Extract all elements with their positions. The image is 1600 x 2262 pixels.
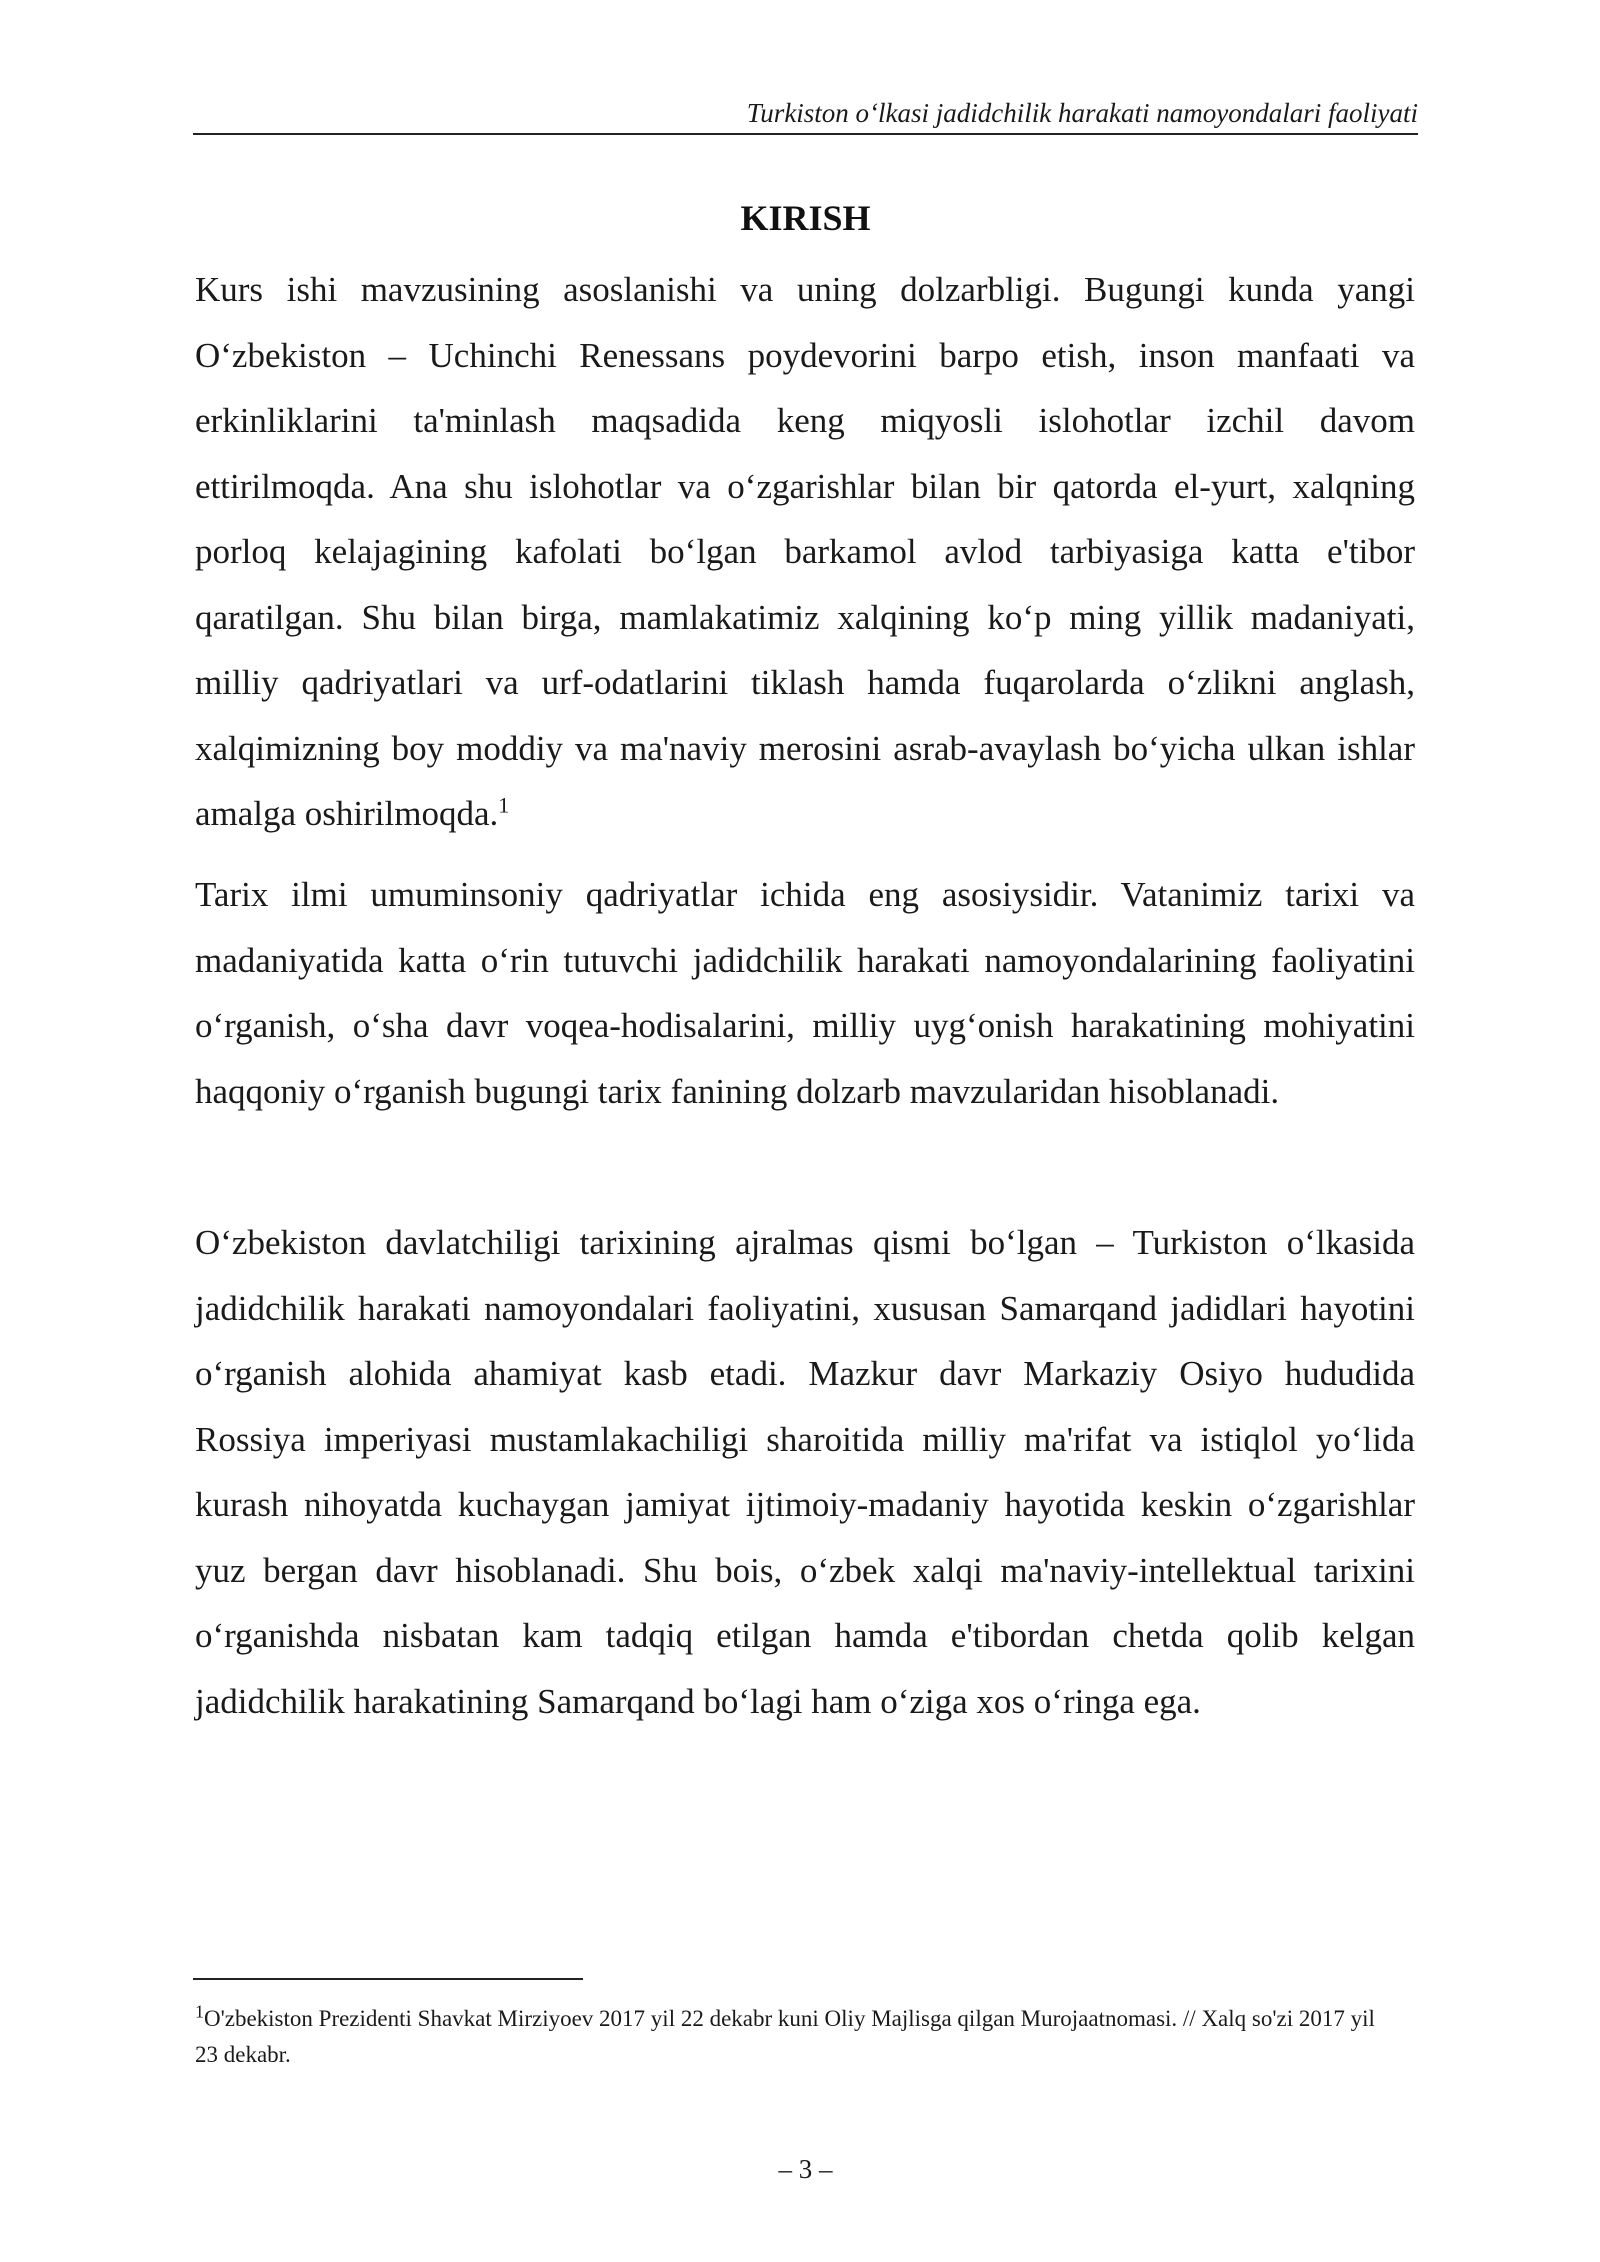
footnote [195, 2001, 1375, 2073]
section-title: KIRISH [740, 198, 871, 238]
footnote-text: O'zbekiston Prezidenti Shavkat Mirziyoev 2017 yil 22 dekabr kuni Oliy Majlisga qilgan Murojaatnomasi. // Xalq so'zi 2017 yil 23 dekabr. [195, 2006, 1375, 2067]
paragraph-text: Kurs ishi mavzusining asoslanishi va uning dolzarbligi. Bugungi kunda yangi O‘zbekiston – Uchinchi Renessans poydevorini barpo etish, inson manfaati va erkinliklarini ta'minlash maqsadida keng miqyosli islohotlar izchil davom ettirilmoqda. Ana shu islohotlar va o‘zgarishlar bilan bir qatorda el-yurt, xalqning porloq kelajagining kafolati bo‘lgan barkamol avlod tarbiyasiga katta e'tibor qaratilgan. Shu bilan birga, mamlakatimiz xalqining ko‘p ming yillik madaniyati, milliy qadriyatlari va urf-odatlarini tiklash hamda fuqarolarda o‘zlikni anglash, xalqimizning boy moddiy va ma'naviy merosini asrab-avaylash bo‘yicha ulkan ishlar amalga oshirilmoqda. [195, 270, 1415, 833]
footnote-reference[interactable]: 1 [498, 792, 510, 818]
paragraph-history: Tarix ilmi umuminsoniy qadriyatlar ichida eng asosiysidir. Vatanimiz tarixi va madaniyatida katta o‘rin tutuvchi jadidchilik harakati namoyondalarining faoliyatini o‘rganish, o‘sha davr voqea-hodisalarini, milliy uyg‘onish harakatining mohiyatini haqqoniy o‘rganish bugungi tarix fanining dolzarb mavzularidan hisoblanadi. [195, 875, 1415, 1111]
page-number: – 3 – [778, 2154, 833, 2184]
paragraph-intro [195, 257, 1415, 847]
footnote-mark: 1 [195, 2001, 204, 2022]
running-header: Turkiston o‘lkasi jadidchilik harakati namoyondalari faoliyati [746, 98, 1418, 128]
paragraph-turkistan: O‘zbekiston davlatchiligi tarixining ajralmas qismi bo‘lgan – Turkiston o‘lkasida jadidchilik harakati namoyondalari faoliyatini, xususan Samarqand jadidlari hayotini o‘rganish alohida ahamiyat kasb etadi. Mazkur davr Markaziy Osiyo hududida Rossiya imperiyasi mustamlakachiligi sharoitida milliy ma'rifat va istiqlol yo‘lida kurash nihoyatda kuchaygan jamiyat ijtimoiy-madaniy hayotida keskin o‘zgarishlar yuz bergan davr hisoblanadi. Shu bois, o‘zbek xalqi ma'naviy-intellektual tarixini o‘rganishda nisbatan kam tadqiq etilgan hamda e'tibordan chetda qolib kelgan jadidchilik harakatining Samarqand bo‘lagi ham o‘ziga xos o‘ringa ega. [195, 1223, 1415, 1721]
footnote-separator [193, 1978, 583, 1980]
header-rule [193, 133, 1418, 135]
